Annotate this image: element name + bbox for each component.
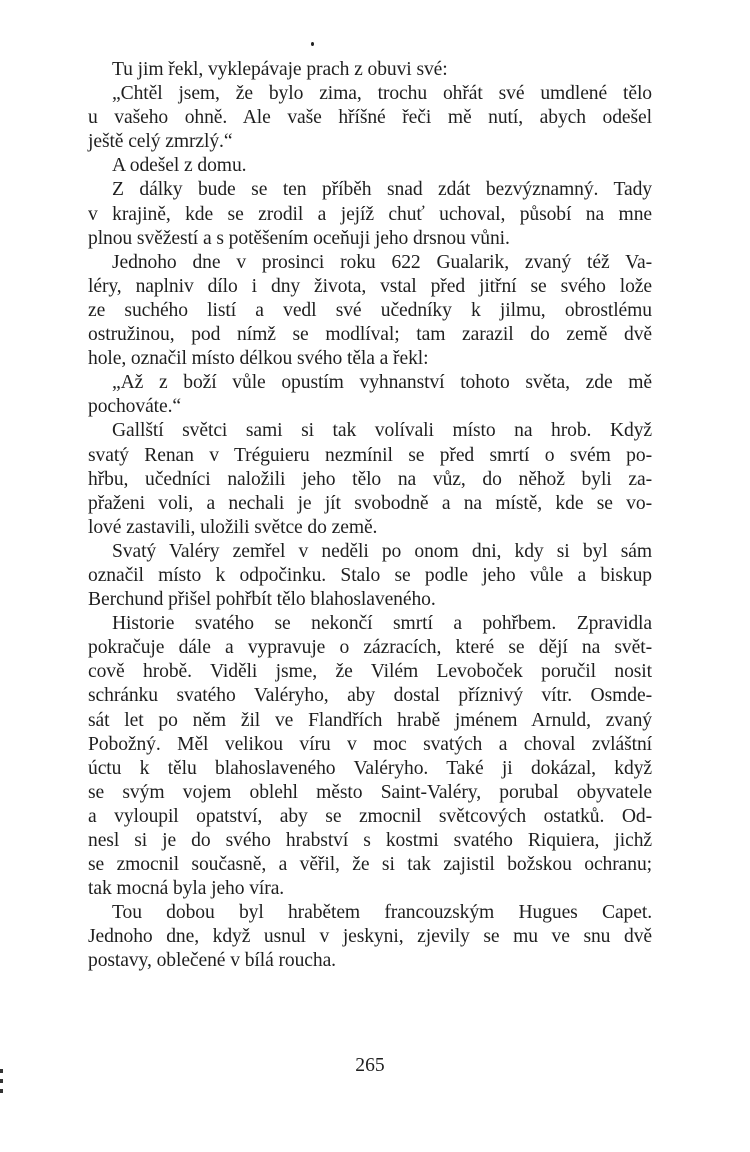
margin-mark [0, 1079, 3, 1083]
margin-mark [0, 1089, 3, 1093]
ink-speck [311, 42, 314, 46]
book-page [88, 58, 652, 1108]
text-line: ostružinou, pod nímž se modlíval; tam zarazil do země dvě [88, 324, 652, 346]
text-line: pokračuje dále a vypravuje o zázracích, které se dějí na svět- [88, 637, 652, 659]
text-line: Tou dobou byl hrabětem francouzským Hugues Capet. [112, 902, 652, 924]
text-line: Tu jim řekl, vyklepávaje prach z obuvi své: [112, 59, 448, 80]
text-line: Svatý Valéry zemřel v neděli po onom dni, kdy si byl sám [112, 540, 652, 562]
text-line: nesl si je do svého hrabství s kostmi svatého Riquiera, jichž [88, 830, 652, 851]
text-line: svatý Renan v Tréguieru nezmínil se před smrtí o svém po- [88, 444, 652, 466]
text-line: pochováte.“ [88, 396, 182, 418]
text-line: lové zastavili, uložili světce do země. [88, 516, 378, 538]
text-line: v krajině, kde se zrodil a jejíž chuť uchoval, působí na mne [88, 203, 652, 225]
text-line: ještě celý zmrzlý.“ [88, 131, 233, 153]
text-line: se svým vojem oblehl město Saint-Valéry, porubal obyvatele [88, 781, 652, 803]
text-line: Z dálky bude se ten příběh snad zdát bezvýznamný. Tady [112, 179, 652, 201]
text-line: schránku svatého Valéryho, aby dostal příznivý vítr. Osmde- [88, 685, 652, 707]
text-line: označil místo k odpočinku. Stalo se podle jeho vůle a biskup [88, 564, 652, 586]
text-line: hřbu, učedníci naložili jeho tělo na vůz, do něhož byli za- [88, 468, 652, 490]
text-line: Jednoho dne v prosinci roku 622 Gualarik, zvaný též Va- [112, 251, 652, 273]
margin-mark [0, 1069, 3, 1073]
text-line: přaženi voli, a nechali je jít svobodně a na místě, kde se vo- [88, 492, 652, 514]
margin-marks [0, 1069, 4, 1103]
text-line: se zmocnil současně, a věřil, že si tak zajistil božskou ochranu; [88, 854, 652, 876]
text-line: Pobožný. Měl velikou víru v moc svatých a choval zvláštní [88, 733, 652, 755]
text-line: léry, naplniv dílo i dny života, vstal před jitřní se svého lože [88, 275, 652, 297]
body-text [88, 58, 652, 974]
text-line: a vyloupil opatství, aby se zmocnil světcových ostatků. Od- [88, 805, 652, 827]
text-line: plnou svěžestí a s potěšením oceňuji jeho drsnou vůni. [88, 227, 510, 249]
text-line: cově hrobě. Viděli jsme, že Vilém Levoboček poručil nosit [88, 661, 652, 683]
text-line: A odešel z domu. [112, 155, 247, 177]
text-line: „Chtěl jsem, že bylo zima, trochu ohřát své umdlené tělo [112, 83, 652, 105]
text-line: ze suchého listí a vedl své učedníky k jilmu, obrostlému [88, 299, 652, 321]
text-line: Jednoho dne, když usnul v jeskyni, zjevily se mu ve snu dvě [88, 926, 652, 948]
text-line: hole, označil místo délkou svého těla a řekl: [88, 348, 429, 370]
text-line: tak mocná byla jeho víra. [88, 878, 285, 900]
text-line: u vašeho ohně. Ale vaše hříšné řeči mě nutí, abych odešel [88, 107, 652, 129]
page-number: 265 [355, 1055, 385, 1076]
text-line: Historie svatého se nekončí smrtí a pohřbem. Zpravidla [112, 613, 652, 635]
text-line: sát let po něm žil ve Flandřích hrabě jménem Arnuld, zvaný [88, 709, 652, 731]
text-line: Berchund přišel pohřbít tělo blahoslaveného. [88, 589, 436, 611]
text-line: Gallští světci sami si tak volívali místo na hrob. Když [112, 420, 652, 442]
text-line: úctu k tělu blahoslaveného Valéryho. Také ji dokázal, když [88, 757, 652, 779]
text-line: postavy, oblečené v bílá roucha. [88, 950, 336, 972]
text-line: „Až z boží vůle opustím vyhnanství tohoto světa, zde mě [112, 372, 652, 394]
